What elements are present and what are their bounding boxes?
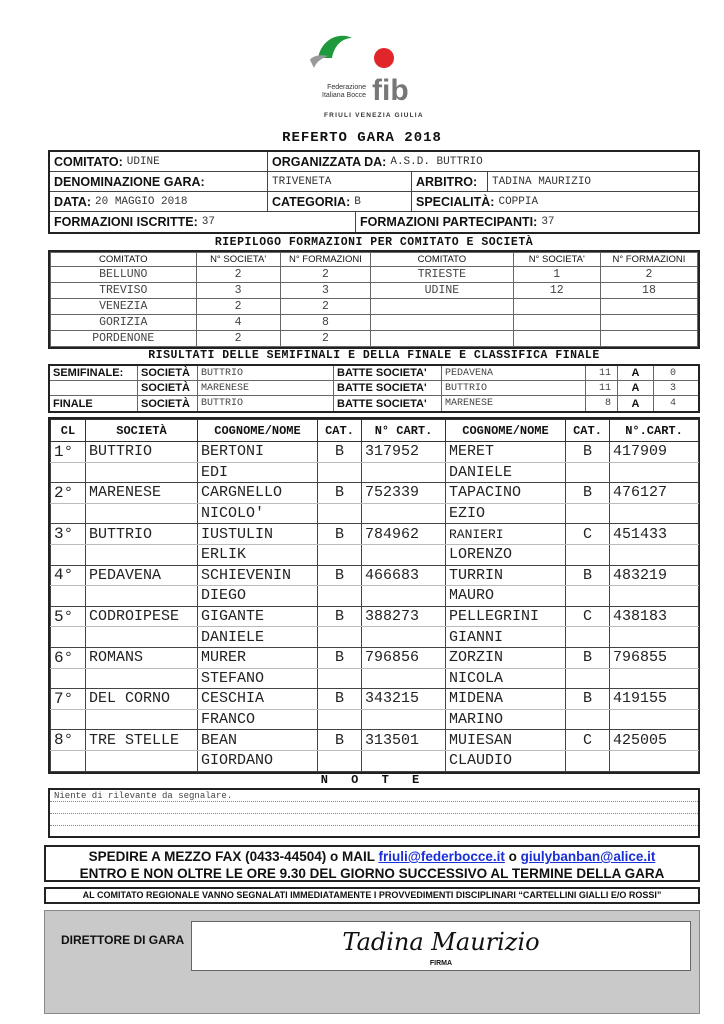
- player1-card: 317952: [362, 442, 446, 463]
- player2-card: 438183: [610, 606, 699, 627]
- director-label: DIRETTORE DI GARA: [61, 933, 185, 947]
- player1-surname: SCHIEVENIN: [198, 565, 318, 586]
- results-header: COGNOME/NOME: [446, 420, 566, 442]
- results-header: SOCIETÀ: [86, 420, 198, 442]
- score-loser: 4: [669, 398, 676, 409]
- notes-box[interactable]: [48, 788, 700, 838]
- results-header: N°.CART.: [610, 420, 699, 442]
- empty-cell: [610, 750, 699, 771]
- categoria-value: B: [354, 195, 361, 208]
- summary-cell: 3: [196, 283, 280, 299]
- send-line1: SPEDIRE A MEZZO FAX (0433-44504) o MAIL: [88, 849, 379, 864]
- send-or: o: [504, 849, 521, 864]
- summary-cell: 2: [280, 299, 371, 315]
- result-row-names: [51, 503, 699, 524]
- player2-surname: MUIESAN: [446, 730, 566, 751]
- loser-team: MARENESE: [442, 396, 586, 411]
- comitato-value: UDINE: [126, 155, 160, 168]
- player2-card: 483219: [610, 565, 699, 586]
- player2-category: B: [566, 442, 610, 463]
- logo-region: FRIULI VENEZIA GIULIA: [324, 112, 424, 119]
- batte-label: BATTE SOCIETA': [334, 366, 442, 380]
- empty-cell: [318, 503, 362, 524]
- match-info-box: [48, 150, 700, 234]
- result-row-names: [51, 627, 699, 648]
- player2-name: MAURO: [446, 586, 566, 607]
- empty-cell: [362, 503, 446, 524]
- empty-cell: [610, 586, 699, 607]
- player1-category: B: [318, 442, 362, 463]
- player2-surname: MERET: [446, 442, 566, 463]
- summary-cell: 2: [196, 331, 280, 347]
- results-header: COGNOME/NOME: [198, 420, 318, 442]
- player1-card: 796856: [362, 647, 446, 668]
- summary-cell: [371, 315, 513, 331]
- signature-box: [191, 921, 691, 971]
- player1-category: B: [318, 483, 362, 504]
- empty-cell: [86, 544, 198, 565]
- player2-category: C: [566, 730, 610, 751]
- finals-row: [50, 381, 698, 396]
- player1-category: B: [318, 524, 362, 545]
- player2-category: B: [566, 565, 610, 586]
- player2-category: B: [566, 689, 610, 710]
- specialita-value: COPPIA: [498, 195, 539, 208]
- denominazione-label: DENOMINAZIONE GARA:: [54, 174, 205, 189]
- summary-row: [51, 283, 698, 299]
- player1-surname: CARGNELLO: [198, 483, 318, 504]
- empty-cell: [86, 750, 198, 771]
- team-cell: MARENESE: [86, 483, 198, 504]
- stage-label: SEMIFINALE:: [50, 366, 138, 380]
- rank-cell: 1°: [51, 442, 86, 463]
- a-label: A: [618, 381, 654, 395]
- summary-cell: 2: [600, 267, 697, 283]
- empty-cell: [362, 462, 446, 483]
- player2-surname: PELLEGRINI: [446, 606, 566, 627]
- player2-surname: MIDENA: [446, 689, 566, 710]
- empty-cell: [51, 462, 86, 483]
- player2-name: MARINO: [446, 709, 566, 730]
- empty-cell: [362, 668, 446, 689]
- team-cell: BUTTRIO: [86, 442, 198, 463]
- summary-cell: [513, 315, 600, 331]
- player1-card: 466683: [362, 565, 446, 586]
- empty-cell: [362, 586, 446, 607]
- empty-cell: [318, 627, 362, 648]
- summary-header: N° FORMAZIONI: [600, 253, 697, 267]
- empty-cell: [51, 503, 86, 524]
- page-title: REFERTO GARA 2018: [282, 130, 442, 146]
- player1-card: 784962: [362, 524, 446, 545]
- team-cell: BUTTRIO: [86, 524, 198, 545]
- finals-title: RISULTATI DELLE SEMIFINALI E DELLA FINALE E CLASSIFICA FINALE: [148, 349, 600, 362]
- empty-cell: [362, 709, 446, 730]
- empty-cell: [566, 462, 610, 483]
- logo-line2: Italiana Bocce: [322, 92, 366, 99]
- player2-name: LORENZO: [446, 544, 566, 565]
- result-row: [51, 689, 699, 710]
- player2-card: 476127: [610, 483, 699, 504]
- email-link-giulybanban[interactable]: giulybanban@alice.it: [520, 849, 656, 864]
- summary-cell: BELLUNO: [51, 267, 197, 283]
- empty-cell: [610, 544, 699, 565]
- stage-label: FINALE: [50, 396, 138, 411]
- empty-cell: [86, 709, 198, 730]
- empty-cell: [610, 503, 699, 524]
- score-winner: 11: [586, 366, 618, 380]
- summary-title: RIEPILOGO FORMAZIONI PER COMITATO E SOCIETÀ: [214, 236, 534, 249]
- fib-logo: [300, 28, 440, 124]
- firma-label: FIRMA: [429, 960, 453, 967]
- result-row-names: [51, 544, 699, 565]
- empty-cell: [566, 544, 610, 565]
- summary-row: [51, 299, 698, 315]
- arbitro-value: TADINA MAURIZIO: [492, 175, 592, 188]
- empty-cell: [86, 503, 198, 524]
- empty-cell: [566, 668, 610, 689]
- summary-cell: [600, 299, 697, 315]
- summary-cell: [371, 331, 513, 347]
- result-row-names: [51, 586, 699, 607]
- finals-row: [50, 366, 698, 381]
- team-cell: TRE STELLE: [86, 730, 198, 751]
- batte-label: BATTE SOCIETA': [334, 396, 442, 411]
- result-row-names: [51, 750, 699, 771]
- player2-card: 796855: [610, 647, 699, 668]
- player2-name: GIANNI: [446, 627, 566, 648]
- player1-name: DIEGO: [198, 586, 318, 607]
- rank-cell: 6°: [51, 647, 86, 668]
- summary-cell: 3: [280, 283, 371, 299]
- summary-table: [48, 250, 700, 349]
- empty-cell: [610, 668, 699, 689]
- score-winner: 11: [586, 381, 618, 395]
- empty-cell: [51, 750, 86, 771]
- team-cell: PEDAVENA: [86, 565, 198, 586]
- result-row: [51, 730, 699, 751]
- empty-cell: [566, 586, 610, 607]
- summary-cell: TREVISO: [51, 283, 197, 299]
- player1-surname: GIGANTE: [198, 606, 318, 627]
- notes-text: Niente di rilevante da segnalare.: [50, 790, 698, 802]
- player1-card: 752339: [362, 483, 446, 504]
- empty-cell: [610, 462, 699, 483]
- summary-header: N° FORMAZIONI: [280, 253, 371, 267]
- score-loser: 3: [669, 382, 676, 394]
- player2-card: 451433: [610, 524, 699, 545]
- player2-surname: TAPACINO: [446, 483, 566, 504]
- iscritte-value: 37: [201, 216, 215, 228]
- disciplinary-note: AL COMITATO REGIONALE VANNO SEGNALATI IMMEDIATAMENTE I PROVVEDIMENTI DISCIPLINARI “CARTELLINI GIALLI E/O ROSSI”: [44, 887, 700, 904]
- summary-row: [51, 267, 698, 283]
- comitato-label: COMITATO:: [54, 154, 123, 169]
- empty-cell: [318, 544, 362, 565]
- empty-cell: [86, 668, 198, 689]
- loser-team: BUTTRIO: [442, 381, 586, 395]
- empty-cell: [566, 709, 610, 730]
- email-link-federbocce[interactable]: friuli@federbocce.it: [378, 849, 505, 864]
- notes-title: N O T E: [320, 773, 428, 787]
- player1-category: B: [318, 689, 362, 710]
- result-row-names: [51, 462, 699, 483]
- winner-team: MARENESE: [198, 381, 334, 395]
- result-row-names: [51, 668, 699, 689]
- empty-cell: [318, 462, 362, 483]
- player1-name: FRANCO: [198, 709, 318, 730]
- empty-cell: [51, 586, 86, 607]
- team-cell: ROMANS: [86, 647, 198, 668]
- results-header: CAT.: [318, 420, 362, 442]
- results-header: CAT.: [566, 420, 610, 442]
- results-header: N° CART.: [362, 420, 446, 442]
- summary-cell: PORDENONE: [51, 331, 197, 347]
- finals-box: [48, 364, 700, 413]
- empty-cell: [318, 709, 362, 730]
- score-winner: 8: [586, 396, 618, 411]
- summary-row: [51, 315, 698, 331]
- player2-category: C: [566, 606, 610, 627]
- specialita-label: SPECIALITÀ:: [416, 194, 495, 209]
- rank-cell: 3°: [51, 524, 86, 545]
- player1-card: 313501: [362, 730, 446, 751]
- summary-header: COMITATO: [51, 253, 197, 267]
- summary-cell: 2: [280, 267, 371, 283]
- empty-cell: [566, 750, 610, 771]
- empty-cell: [51, 627, 86, 648]
- player1-name: EDI: [198, 462, 318, 483]
- empty-cell: [610, 627, 699, 648]
- player1-category: B: [318, 606, 362, 627]
- player1-card: 343215: [362, 689, 446, 710]
- result-row-names: [51, 709, 699, 730]
- player2-surname: TURRIN: [446, 565, 566, 586]
- player2-name: EZIO: [446, 503, 566, 524]
- rank-cell: 7°: [51, 689, 86, 710]
- score-loser: 0: [669, 367, 676, 379]
- organizzata-label: ORGANIZZATA DA:: [272, 154, 387, 169]
- result-row: [51, 483, 699, 504]
- rank-cell: 4°: [51, 565, 86, 586]
- empty-cell: [318, 668, 362, 689]
- player1-surname: CESCHIA: [198, 689, 318, 710]
- batte-label: BATTE SOCIETA': [334, 381, 442, 395]
- player2-category: B: [566, 647, 610, 668]
- empty-cell: [362, 544, 446, 565]
- player2-name: DANIELE: [446, 462, 566, 483]
- summary-header: COMITATO: [371, 253, 513, 267]
- data-value: 20 MAGGIO 2018: [95, 195, 188, 208]
- empty-cell: [610, 709, 699, 730]
- team-cell: DEL CORNO: [86, 689, 198, 710]
- player1-category: B: [318, 647, 362, 668]
- arbitro-label: ARBITRO:: [416, 174, 478, 189]
- player2-card: 417909: [610, 442, 699, 463]
- player1-name: STEFANO: [198, 668, 318, 689]
- data-label: DATA:: [54, 194, 92, 209]
- summary-cell: VENEZIA: [51, 299, 197, 315]
- finals-row: [50, 396, 698, 411]
- empty-cell: [51, 544, 86, 565]
- empty-cell: [51, 668, 86, 689]
- player1-name: ERLIK: [198, 544, 318, 565]
- summary-cell: 1: [513, 267, 600, 283]
- director-box: [44, 910, 700, 1014]
- result-row: [51, 647, 699, 668]
- iscritte-label: FORMAZIONI ISCRITTE:: [54, 215, 198, 229]
- player1-name: DANIELE: [198, 627, 318, 648]
- empty-cell: [86, 627, 198, 648]
- winner-team: BUTTRIO: [198, 396, 334, 411]
- summary-header: N° SOCIETA': [513, 253, 600, 267]
- summary-cell: [513, 299, 600, 315]
- player2-surname: RANIERI: [446, 524, 566, 545]
- results-header: CL: [51, 420, 86, 442]
- empty-cell: [86, 462, 198, 483]
- partecipanti-label: FORMAZIONI PARTECIPANTI:: [360, 215, 538, 229]
- team-cell: CODROIPESE: [86, 606, 198, 627]
- player2-card: 425005: [610, 730, 699, 751]
- player1-category: B: [318, 565, 362, 586]
- summary-cell: [513, 331, 600, 347]
- result-row: [51, 606, 699, 627]
- summary-cell: UDINE: [371, 283, 513, 299]
- summary-cell: 12: [513, 283, 600, 299]
- a-label: A: [618, 366, 654, 380]
- societa-label: SOCIETÀ: [138, 396, 198, 411]
- organizzata-value: A.S.D. BUTTRIO: [390, 155, 483, 168]
- empty-cell: [362, 627, 446, 648]
- summary-cell: 8: [280, 315, 371, 331]
- loser-team: PEDAVENA: [442, 366, 586, 380]
- rank-cell: 5°: [51, 606, 86, 627]
- summary-cell: 18: [600, 283, 697, 299]
- empty-cell: [318, 586, 362, 607]
- summary-cell: TRIESTE: [371, 267, 513, 283]
- results-table: [48, 417, 700, 774]
- player2-surname: ZORZIN: [446, 647, 566, 668]
- logo-line1: Federazione: [327, 84, 366, 91]
- player1-category: B: [318, 730, 362, 751]
- partecipanti-value: 37: [541, 216, 555, 228]
- empty-cell: [566, 627, 610, 648]
- summary-cell: [600, 315, 697, 331]
- summary-cell: 4: [196, 315, 280, 331]
- a-label: A: [618, 396, 654, 411]
- summary-cell: 2: [196, 267, 280, 283]
- player2-category: B: [566, 483, 610, 504]
- send-instructions: [44, 845, 700, 882]
- player2-name: NICOLA: [446, 668, 566, 689]
- societa-label: SOCIETÀ: [138, 366, 198, 380]
- player1-card: 388273: [362, 606, 446, 627]
- result-row: [51, 524, 699, 545]
- empty-cell: [362, 750, 446, 771]
- empty-cell: [51, 709, 86, 730]
- player2-card: 419155: [610, 689, 699, 710]
- stage-label: [50, 381, 138, 395]
- player1-surname: BEAN: [198, 730, 318, 751]
- summary-cell: [600, 331, 697, 347]
- summary-row: [51, 331, 698, 347]
- summary-header: N° SOCIETA': [196, 253, 280, 267]
- summary-cell: 2: [196, 299, 280, 315]
- rank-cell: 8°: [51, 730, 86, 751]
- result-row: [51, 565, 699, 586]
- societa-label: SOCIETÀ: [138, 381, 198, 395]
- rank-cell: 2°: [51, 483, 86, 504]
- summary-cell: GORIZIA: [51, 315, 197, 331]
- summary-cell: 2: [280, 331, 371, 347]
- summary-cell: [371, 299, 513, 315]
- svg-text:fib: fib: [372, 74, 409, 107]
- player1-name: NICOLO': [198, 503, 318, 524]
- result-row: [51, 442, 699, 463]
- winner-team: BUTTRIO: [198, 366, 334, 380]
- categoria-label: CATEGORIA:: [272, 194, 351, 209]
- denominazione-value: TRIVENETA: [272, 175, 332, 188]
- player2-name: CLAUDIO: [446, 750, 566, 771]
- empty-cell: [318, 750, 362, 771]
- empty-cell: [566, 503, 610, 524]
- player2-category: C: [566, 524, 610, 545]
- player1-surname: IUSTULIN: [198, 524, 318, 545]
- player1-name: GIORDANO: [198, 750, 318, 771]
- empty-cell: [86, 586, 198, 607]
- player1-surname: MURER: [198, 647, 318, 668]
- director-signature: Tadina Maurizio: [342, 928, 540, 956]
- send-line2: ENTRO E NON OLTRE LE ORE 9.30 DEL GIORNO SUCCESSIVO AL TERMINE DELLA GARA: [79, 866, 665, 881]
- player1-surname: BERTONI: [198, 442, 318, 463]
